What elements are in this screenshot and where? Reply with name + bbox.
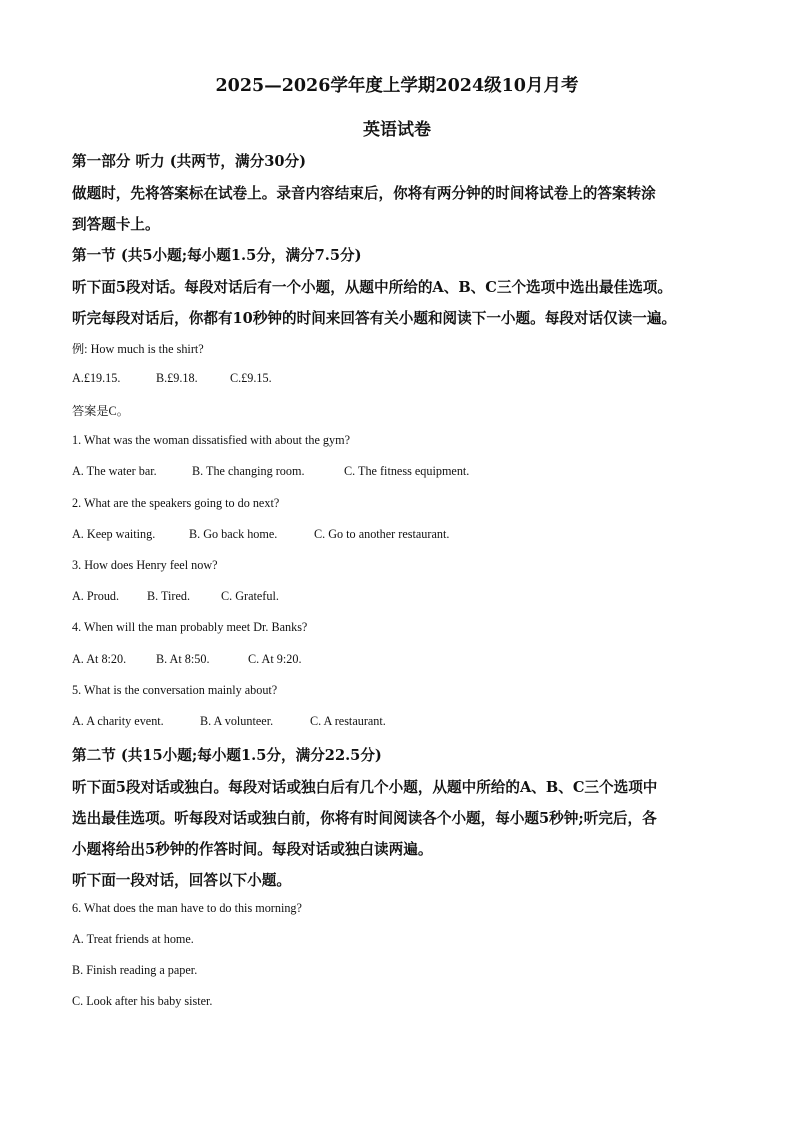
question-1-option-a: A. The water bar. [72,464,157,478]
example-option-c: C.£9.15. [230,371,272,385]
question-2-options [72,527,449,542]
section2-instruction-line-2: 选出最佳选项。听每段对话或独白前，你将有时间阅读各个小题，每小题5秒钟;听完后，各 [72,810,657,827]
exam-subtitle: 英语试卷 [363,120,431,140]
question-5-option-b: B. A volunteer. [200,714,274,728]
question-2-option-a: A. Keep waiting. [72,527,156,541]
question-5-option-a: A. A charity event. [72,714,164,728]
question-4: 4. When will the man probably meet Dr. Banks? [72,620,308,634]
question-5: 5. What is the conversation mainly about? [72,683,278,697]
section2-instruction-line-1: 听下面5段对话或独白。每段对话或独白后有几个小题，从题中所给的A、B、C三个选项中 [72,779,658,796]
question-1-option-c: C. The fitness equipment. [344,464,470,478]
question-2-option-c: C. Go to another restaurant. [314,527,450,541]
section1-heading: 第一节 (共5小题;每小题1.5分，满分7.5分) [72,247,362,264]
section1-instruction-line-1: 听下面5段对话。每段对话后有一个小题，从题中所给的A、B、C三个选项中选出最佳选项。 [72,279,672,296]
question-4-options [72,652,302,667]
question-2: 2. What are the speakers going to do next? [72,496,280,510]
question-4-option-b: B. At 8:50. [156,652,210,666]
question-1: 1. What was the woman dissatisfied with about the gym? [72,433,351,447]
section1-instruction-line-2: 听完每段对话后，你都有10秒钟的时间来回答有关小题和阅读下一小题。每段对话仅读一遍。 [72,310,677,327]
example-option-a: A.£19.15. [72,371,121,385]
example-question: 例: How much is the shirt? [72,342,204,356]
question-1-option-b: B. The changing room. [192,464,305,478]
question-6-option-b: B. Finish reading a paper. [72,963,198,977]
part1-instruction-line-1: 做题时，先将答案标在试卷上。录音内容结束后，你将有两分钟的时间将试卷上的答案转涂 [72,185,656,202]
question-2-option-b: B. Go back home. [189,527,278,541]
example-answer: 答案是C。 [72,404,129,418]
question-5-options [72,714,386,729]
question-3-options [72,589,279,604]
question-6: 6. What does the man have to do this morning? [72,901,302,915]
exam-title: 2025—2026学年度上学期2024级10月月考 [215,76,579,96]
section2-instruction-line-3: 小题将给出5秒钟的作答时间。每段对话或独白读两遍。 [72,841,433,858]
question-3-option-c: C. Grateful. [221,589,279,603]
question-4-option-c: C. At 9:20. [248,652,302,666]
section2-heading: 第二节 (共15小题;每小题1.5分，满分22.5分) [72,747,382,764]
part1-heading: 第一部分 听力 (共两节，满分30分) [72,153,306,170]
example-options [72,371,272,386]
question-3-option-b: B. Tired. [147,589,191,603]
question-5-option-c: C. A restaurant. [310,714,386,728]
question-6-option-a: A. Treat friends at home. [72,932,194,946]
question-4-option-a: A. At 8:20. [72,652,127,666]
section2-prompt: 听下面一段对话，回答以下小题。 [72,872,291,889]
question-1-options [72,464,469,479]
question-6-option-c: C. Look after his baby sister. [72,994,213,1008]
part1-instruction-line-2: 到答题卡上。 [72,216,160,233]
example-option-b: B.£9.18. [156,371,198,385]
question-3: 3. How does Henry feel now? [72,558,218,572]
question-3-option-a: A. Proud. [72,589,120,603]
